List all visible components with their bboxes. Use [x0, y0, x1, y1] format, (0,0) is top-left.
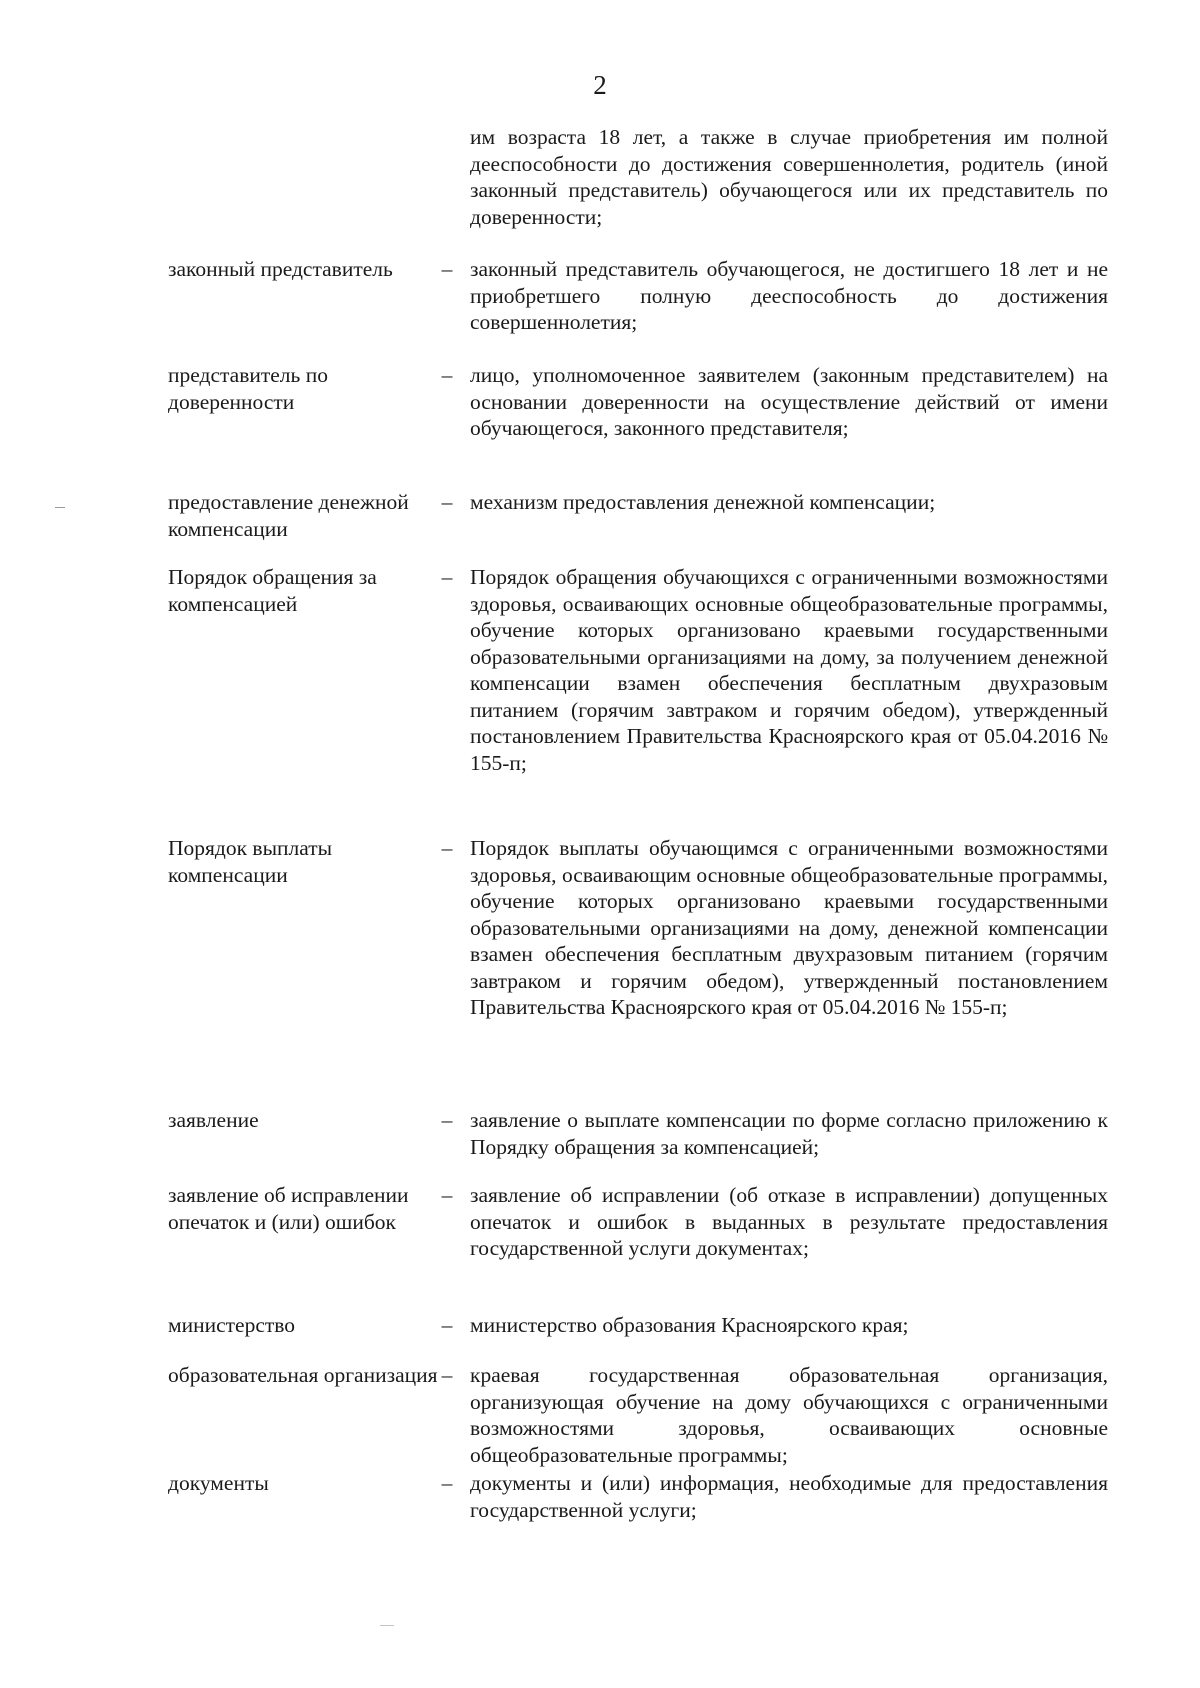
- definition-term: Порядок выплаты компенсации: [168, 836, 333, 887]
- definition-dash: –: [441, 1363, 453, 1387]
- definition-term: образовательная организация: [168, 1363, 438, 1387]
- definition-dash: –: [441, 1471, 453, 1495]
- definition-dash: –: [441, 490, 453, 514]
- intro-paragraph: им возраста 18 лет, а также в случае приобретения им полной дееспособности до достижения совершеннолетия, родитель (иной законный представитель) обучающегося или их представитель по доверенности;: [470, 125, 1108, 229]
- definition-dash: –: [441, 565, 453, 589]
- definition-term: представитель по доверенности: [168, 363, 328, 414]
- definition-term: документы: [168, 1471, 269, 1495]
- definition-text: лицо, уполномоченное заявителем (законным представителем) на основании доверенности на осуществление действий от имени обучающегося, законного представителя;: [470, 363, 1108, 440]
- definition-text: Порядок обращения обучающихся с ограниченными возможностями здоровья, осваивающих основные общеобразовательные программы, обучение которых организовано краевыми государственными образовательными организациями на дому, за получением денежной компенсации взамен обеспечения бесплатным двухразовым питанием (горячим завтраком и горячим обедом), утвержденный постановлением Правительства Красноярского края от 05.04.2016 № 155-п;: [470, 565, 1108, 775]
- definition-term: законный представитель: [168, 257, 393, 281]
- definition-term: Порядок обращения за компенсацией: [168, 565, 377, 616]
- definition-term: министерство: [168, 1313, 296, 1337]
- definition-dash: –: [441, 257, 453, 281]
- definition-term: заявление об исправлении опечаток и (или) ошибок: [168, 1183, 409, 1234]
- scan-mark: [380, 1625, 394, 1626]
- definition-dash: –: [441, 836, 453, 860]
- definition-term: заявление: [168, 1108, 259, 1132]
- definition-term: предоставление денежной компенсации: [168, 490, 409, 541]
- definition-text: краевая государственная образовательная организация, организующая обучение на дому обучающихся с ограниченными возможностями здоровья, осваивающих основные общеобразовательные программы;: [470, 1363, 1108, 1467]
- definition-dash: –: [441, 363, 453, 387]
- page-number: 2: [593, 70, 607, 100]
- scan-mark: [55, 507, 65, 508]
- definition-dash: –: [441, 1183, 453, 1207]
- definition-text: Порядок выплаты обучающимся с ограниченными возможностями здоровья, осваивающим основные общеобразовательные программы, обучение которых организовано краевыми государственными образовательными организациями на дому, денежной компенсации взамен обеспечения бесплатным двухразовым питанием (горячим завтраком и горячим обедом), утвержденный постановлением Правительства Красноярского края от 05.04.2016 № 155-п;: [470, 836, 1108, 1019]
- definition-text: заявление об исправлении (об отказе в исправлении) допущенных опечаток и ошибок в выданных в результате предоставления государственной услуги документах;: [470, 1183, 1108, 1260]
- definition-text: документы и (или) информация, необходимые для предоставления государственной услуги;: [470, 1471, 1108, 1522]
- definition-text: министерство образования Красноярского края;: [470, 1313, 909, 1337]
- definition-dash: –: [441, 1108, 453, 1132]
- definition-text: заявление о выплате компенсации по форме согласно приложению к Порядку обращения за компенсацией;: [470, 1108, 1108, 1159]
- definition-text: законный представитель обучающегося, не достигшего 18 лет и не приобретшего полную дееспособность до достижения совершеннолетия;: [470, 257, 1108, 334]
- definition-text: механизм предоставления денежной компенсации;: [470, 490, 936, 514]
- definition-dash: –: [441, 1313, 453, 1337]
